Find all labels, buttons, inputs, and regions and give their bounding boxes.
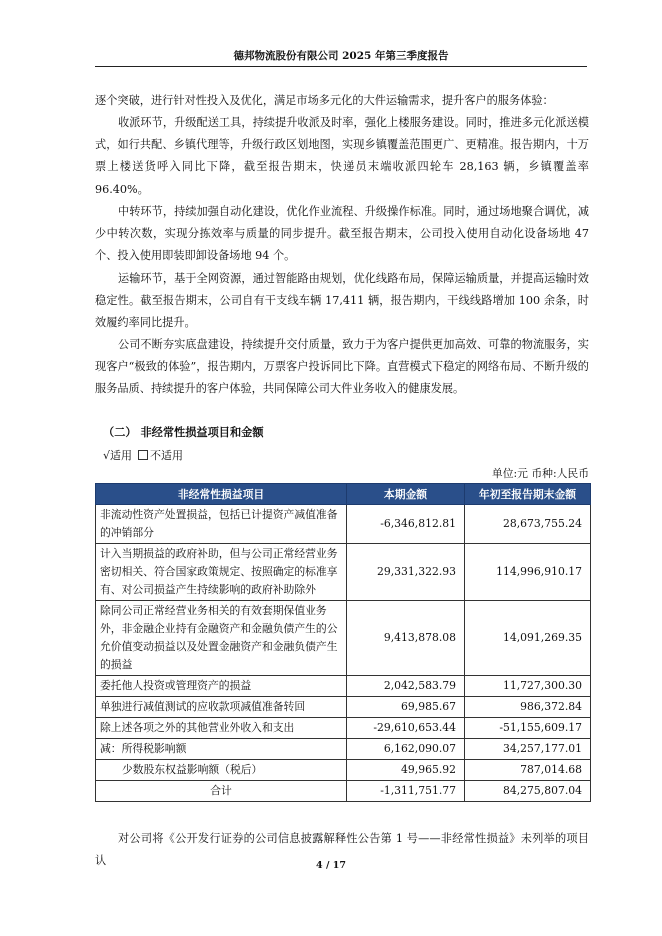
table-row	[96, 505, 591, 544]
row-current: -6,346,812.81	[347, 505, 465, 544]
page-number: 4 / 17	[316, 860, 346, 871]
header-divider	[95, 66, 587, 67]
paragraph-intro: 逐个突破，进行针对性投入及优化，满足市场多元化的大件运输需求，提升客户的服务体验：	[95, 94, 554, 107]
paragraph-transport: 运输环节，基于全网资源，通过智能路由规划，优化线路布局，保障运输质量，并提高运输时效稳定性。截至报告期末，公司自有干支线车辆 17,411 辆，报告期内，干线线路增加 100 余条，时效履约率同比提升。	[95, 272, 589, 330]
column-header-current: 本期金额	[347, 484, 465, 505]
table-header-row	[96, 484, 591, 505]
row-current: 6,162,090.07	[347, 739, 465, 760]
row-item: 除上述各项之外的其他营业外收入和支出	[96, 718, 347, 739]
currency-unit: 单位:元 币种:人民币	[491, 467, 589, 480]
applicability-options	[103, 447, 183, 463]
row-ytd: 14,091,269.35	[465, 601, 591, 676]
row-item: 除同公司正常经营业务相关的有效套期保值业务外，非金融企业持有金融资产和金融负债产生的公允价值变动损益以及处置金融资产和金融负债产生的损益	[96, 601, 347, 676]
row-ytd: 84,275,807.04	[465, 781, 591, 802]
non-recurring-items-table	[95, 483, 591, 802]
row-ytd: 28,673,755.24	[465, 505, 591, 544]
table-row	[96, 739, 591, 760]
paragraph-delivery: 收派环节，升级配送工具，持续提升收派及时率，强化上楼服务建设。同时，推进多元化派送模式，如行共配、乡镇代理等，升级行政区划地图，实现乡镇覆盖范围更广、更精准。报告期内，十万票上楼送货呼入同比下降，截至报告期末，快递员末端收派四轮车 28,163 辆，乡镇覆盖率 96.40%。	[95, 116, 589, 196]
table-row	[96, 601, 591, 676]
row-current: -1,311,751.77	[347, 781, 465, 802]
row-current: 29,331,322.93	[347, 544, 465, 601]
row-item: 少数股东权益影响额（税后）	[96, 760, 347, 781]
row-item: 计入当期损益的政府补助，但与公司正常经营业务密切相关、符合国家政策规定、按照确定的标准享有、对公司损益产生持续影响的政府补助除外	[96, 544, 347, 601]
row-item: 委托他人投资或管理资产的损益	[96, 676, 347, 697]
row-item: 合计	[96, 781, 347, 802]
row-ytd: -51,155,609.17	[465, 718, 591, 739]
not-applicable-option: 不适用	[150, 449, 184, 462]
table-row	[96, 676, 591, 697]
row-current: 49,965.92	[347, 760, 465, 781]
row-ytd: 787,014.68	[465, 760, 591, 781]
table-row	[96, 544, 591, 601]
table-row	[96, 697, 591, 718]
paragraph-footnote: 对公司将《公开发行证券的公司信息披露解释性公告第 1 号——非经常性损益》未列举的项目认	[95, 832, 589, 868]
row-current: -29,610,653.44	[347, 718, 465, 739]
paragraph-summary: 公司不断夯实底盘建设，持续提升交付质量，致力于为客户提供更加高效、可靠的物流服务，实现客户“极致的体验”，报告期内，万票客户投诉同比下降。直营模式下稳定的网络布局、不断升级的服务品质、持续提升的客户体验，共同保障公司大件业务收入的健康发展。	[95, 338, 589, 396]
row-current: 9,413,878.08	[347, 601, 465, 676]
row-item: 非流动性资产处置损益，包括已计提资产减值准备的冲销部分	[96, 505, 347, 544]
applicable-option: √适用	[103, 449, 133, 462]
row-current: 69,985.67	[347, 697, 465, 718]
row-current: 2,042,583.79	[347, 676, 465, 697]
table-row	[96, 718, 591, 739]
row-ytd: 114,996,910.17	[465, 544, 591, 601]
table-total-row	[96, 781, 591, 802]
table-row	[96, 760, 591, 781]
row-ytd: 11,727,300.30	[465, 676, 591, 697]
section-title: （二） 非经常性损益项目和金额	[103, 425, 264, 439]
paragraph-transfer: 中转环节，持续加强自动化建设，优化作业流程、升级操作标准。同时，通过场地聚合调优，减少中转次数，实现分拣效率与质量的同步提升。截至报告期末，公司投入使用自动化设备场地 47 个、投入使用即装即卸设备场地 94 个。	[95, 205, 589, 263]
row-ytd: 34,257,177.01	[465, 739, 591, 760]
column-header-item: 非经常性损益项目	[96, 484, 347, 505]
row-item: 减：所得税影响额	[96, 739, 347, 760]
column-header-ytd: 年初至报告期末金额	[465, 484, 591, 505]
report-header: 德邦物流股份有限公司 2025 年第三季度报告	[233, 50, 449, 62]
row-ytd: 986,372.84	[465, 697, 591, 718]
row-item: 单独进行减值测试的应收款项减值准备转回	[96, 697, 347, 718]
checkbox-icon	[138, 450, 148, 460]
